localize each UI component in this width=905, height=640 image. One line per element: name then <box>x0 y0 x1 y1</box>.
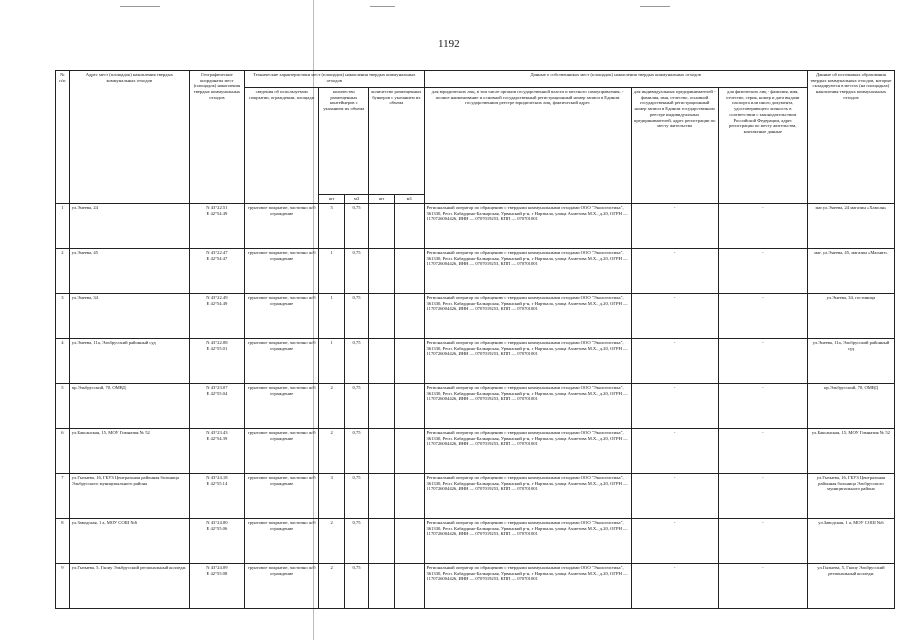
row-owner-legal: Региональный оператор по обращению с твердыми коммунальными отходами ООО "Экологистика", 361330, Респ. Кабардино-Балкарская, Урванский р-н, г Нарткала, улица Ахметова М.Х., д.20, ОГРН — 1170726004426, ИНН — 0707019253, КПП — 070701001 <box>424 474 631 519</box>
row-owner-legal: Региональный оператор по обращению с твердыми коммунальными отходами ООО "Экологистика", 361330, Респ. Кабардино-Балкарская, Урванский р-н, г Нарткала, улица Ахметова М.Х., д.20, ОГРН — 1170726004426, ИНН — 0707019253, КПП — 070701001 <box>424 294 631 339</box>
row-container-volume: 0,75 <box>344 384 368 429</box>
row-source: ул.Энеева, 34, гостиница <box>807 294 894 339</box>
row-container-qty: 5 <box>319 204 344 249</box>
header-owner-legal: для юридических лиц, в том числе органов государственной власти и местного самоуправления, - полное наименование и основной государственный регистрационный номер записи в Едином государственном реестре юридических лиц, фактический адрес <box>424 88 631 204</box>
table-row <box>56 474 895 519</box>
row-number: 5 <box>56 384 70 429</box>
row-container-volume: 0,75 <box>344 339 368 384</box>
row-source: ул.Гызыева, 5, Гкоиу Эльбрусский региональный колледж <box>807 564 894 609</box>
row-coords: N 43°23.43 E 42°54.39 <box>189 429 244 474</box>
header-owner: Данные о собственниках мест (площадок) накопления твердых коммунальных отходов <box>424 71 807 88</box>
row-container-volume: 0,75 <box>344 429 368 474</box>
row-number: 8 <box>56 519 70 564</box>
row-owner-legal: Региональный оператор по обращению с твердыми коммунальными отходами ООО "Экологистика", 361330, Респ. Кабардино-Балкарская, Урванский р-н, г Нарткала, улица Ахметова М.Х., д.20, ОГРН — 1170726004426, ИНН — 0707019253, КПП — 070701001 <box>424 204 631 249</box>
row-owner-ip: - <box>631 384 718 429</box>
row-address: ул.Энеева, 11а, Эльбрусский районный суд <box>69 339 189 384</box>
row-container-qty: 1 <box>319 294 344 339</box>
row-source: пр.Эльбрусский, 70, ОМВД <box>807 384 894 429</box>
row-address: ул.Энеева, 45 <box>69 249 189 294</box>
row-bunker-qty <box>369 339 394 384</box>
row-source: ул.Заводская, 1 а, МОУ СОШ №6 <box>807 519 894 564</box>
row-bunker-volume <box>394 519 424 564</box>
row-owner-ip: - <box>631 429 718 474</box>
row-address: ул.Энеева, 24 <box>69 204 189 249</box>
row-bunker-volume <box>394 204 424 249</box>
row-address: ул.Баксанская, 15, МОУ Гимназия № 52 <box>69 429 189 474</box>
row-address: ул.Гызыева, 5, Гкоиу Эльбрусский региональный колледж <box>69 564 189 609</box>
row-cover: грунтовое покрытие, частично ж/б ограждение <box>245 339 319 384</box>
row-coords: N 43°24.18 E 42°55.14 <box>189 474 244 519</box>
row-owner-ip: - <box>631 519 718 564</box>
row-source: ул.Гызыева, 16, ГБУЗ Центральная районная больница Эльбрусского муниципального района <box>807 474 894 519</box>
row-container-qty: 3 <box>319 474 344 519</box>
header-address: Адрес мест (площадок) накопления твердых коммунальных отходов <box>69 71 189 204</box>
header-owner-ip: для индивидуальных предпринимателей - фамилия, имя, отчество, основной государственный регистрационный номер записи в Едином государственном реестре индивидуальных предпринимателей, адрес регистрации по месту жительства <box>631 88 718 204</box>
row-bunker-volume <box>394 429 424 474</box>
row-container-qty: 2 <box>319 429 344 474</box>
row-cover: грунтовое покрытие, частично ж/б ограждение <box>245 204 319 249</box>
row-address: пр.Эльбрусский, 70, ОМВД <box>69 384 189 429</box>
row-source: маг. ул.Энеева, 45, магазин «Магнит» <box>807 249 894 294</box>
row-container-volume: 0,75 <box>344 519 368 564</box>
row-owner-ip: - <box>631 564 718 609</box>
table-row <box>56 204 895 249</box>
row-owner-legal: Региональный оператор по обращению с твердыми коммунальными отходами ООО "Экологистика", 361330, Респ. Кабардино-Балкарская, Урванский р-н, г Нарткала, улица Ахметова М.Х., д.20, ОГРН — 1170726004426, ИНН — 0707019253, КПП — 070701001 <box>424 249 631 294</box>
row-number: 3 <box>56 294 70 339</box>
row-number: 4 <box>56 339 70 384</box>
table-row <box>56 339 895 384</box>
row-owner-legal: Региональный оператор по обращению с твердыми коммунальными отходами ООО "Экологистика", 361330, Респ. Кабардино-Балкарская, Урванский р-н, г Нарткала, улица Ахметова М.Х., д.20, ОГРН — 1170726004426, ИНН — 0707019253, КПП — 070701001 <box>424 339 631 384</box>
scan-artifact <box>370 6 395 7</box>
scan-artifact <box>120 6 160 7</box>
row-container-volume: 0,75 <box>344 204 368 249</box>
row-bunker-volume <box>394 384 424 429</box>
row-owner-legal: Региональный оператор по обращению с твердыми коммунальными отходами ООО "Экологистика", 361330, Респ. Кабардино-Балкарская, Урванский р-н, г Нарткала, улица Ахметова М.Х., д.20, ОГРН — 1170726004426, ИНН — 0707019253, КПП — 070701001 <box>424 429 631 474</box>
table-row <box>56 384 895 429</box>
row-bunker-qty <box>369 519 394 564</box>
row-owner-person: - <box>718 294 807 339</box>
row-number: 6 <box>56 429 70 474</box>
register-table <box>55 70 895 609</box>
row-coords: N 43°22.51 E 42°54.49 <box>189 204 244 249</box>
row-container-volume: 0,75 <box>344 294 368 339</box>
header-tech: Технические характеристики мест (площадок) накопления твердых коммунальных отходов <box>245 71 425 88</box>
row-number: 1 <box>56 204 70 249</box>
row-source: ул.Баксанская, 15, МОУ Гимназия № 52 <box>807 429 894 474</box>
row-cover: грунтовое покрытие, частично ж/б ограждение <box>245 474 319 519</box>
header-tech-bunkers: количество размещенных бункеров с указанием их объема <box>369 88 424 195</box>
row-owner-ip: - <box>631 204 718 249</box>
row-container-qty: 2 <box>319 519 344 564</box>
row-bunker-qty <box>369 474 394 519</box>
row-container-qty: 1 <box>319 339 344 384</box>
row-owner-legal: Региональный оператор по обращению с твердыми коммунальными отходами ООО "Экологистика", 361330, Респ. Кабардино-Балкарская, Урванский р-н, г Нарткала, улица Ахметова М.Х., д.20, ОГРН — 1170726004426, ИНН — 0707019253, КПП — 070701001 <box>424 564 631 609</box>
header-unit-pcs: шт <box>319 195 344 204</box>
row-cover: грунтовое покрытие, частично ж/б ограждение <box>245 384 319 429</box>
row-number: 9 <box>56 564 70 609</box>
row-container-volume: 0,75 <box>344 474 368 519</box>
row-source: маг.ул.Энеева, 24 магазин «Хамсан» <box>807 204 894 249</box>
row-bunker-volume <box>394 249 424 294</box>
row-cover: грунтовое покрытие, частично ж/б ограждение <box>245 519 319 564</box>
header-tech-cover: сведения об используемом покрытии, ограждении, площади <box>245 88 319 204</box>
row-bunker-qty <box>369 564 394 609</box>
row-number: 7 <box>56 474 70 519</box>
row-source: ул.Энеева, 11а, Эльбрусский районный суд <box>807 339 894 384</box>
table-row <box>56 429 895 474</box>
row-bunker-volume <box>394 474 424 519</box>
header-num: № п/п <box>56 71 70 204</box>
row-coords: N 43°22.49 E 42°54.49 <box>189 294 244 339</box>
row-container-volume: 0,75 <box>344 249 368 294</box>
header-sources: Данные об источниках образования твердых коммунальных отходов, которые складируются в местах (на площадках) накопления твердых коммунальных отходов <box>807 71 894 204</box>
row-address: ул.Энеева, 34 <box>69 294 189 339</box>
row-owner-person: - <box>718 519 807 564</box>
row-cover: грунтовое покрытие, частично ж/б ограждение <box>245 294 319 339</box>
row-owner-ip: - <box>631 339 718 384</box>
row-bunker-qty <box>369 384 394 429</box>
row-owner-person: - <box>718 564 807 609</box>
row-owner-person: - <box>718 204 807 249</box>
row-owner-person: - <box>718 384 807 429</box>
row-owner-legal: Региональный оператор по обращению с твердыми коммунальными отходами ООО "Экологистика", 361330, Респ. Кабардино-Балкарская, Урванский р-н, г Нарткала, улица Ахметова М.Х., д.20, ОГРН — 1170726004426, ИНН — 0707019253, КПП — 070701001 <box>424 384 631 429</box>
row-owner-person: - <box>718 339 807 384</box>
header-unit-m3: м3 <box>344 195 368 204</box>
row-coords: N 43°24.00 E 42°55.06 <box>189 519 244 564</box>
row-coords: N 43°22.08 E 42°55.01 <box>189 339 244 384</box>
header-unit-pcs: шт <box>369 195 394 204</box>
row-coords: N 43°24.09 E 42°55.08 <box>189 564 244 609</box>
row-cover: грунтовое покрытие, частично ж/б ограждение <box>245 564 319 609</box>
row-bunker-qty <box>369 294 394 339</box>
row-owner-ip: - <box>631 294 718 339</box>
table-row <box>56 519 895 564</box>
header-coords: Географические координаты мест (площадок) накопления твердых коммунальных отходов <box>189 71 244 204</box>
row-owner-ip: - <box>631 249 718 294</box>
row-coords: N 43°23.07 E 42°55.04 <box>189 384 244 429</box>
row-bunker-qty <box>369 249 394 294</box>
scan-artifact <box>640 6 670 7</box>
page-number: 1192 <box>438 38 460 50</box>
row-owner-legal: Региональный оператор по обращению с твердыми коммунальными отходами ООО "Экологистика", 361330, Респ. Кабардино-Балкарская, Урванский р-н, г Нарткала, улица Ахметова М.Х., д.20, ОГРН — 1170726004426, ИНН — 0707019253, КПП — 070701001 <box>424 519 631 564</box>
row-owner-person: - <box>718 249 807 294</box>
header-unit-m3: м3 <box>394 195 424 204</box>
header-owner-person: для физических лиц - фамилия, имя, отчество, серия, номер и дата выдачи паспорта или иного документа, удостоверяющего личность в соответствии с законодательством Российской Федерации, адрес регистрации по месту жительства, контактные данные <box>718 88 807 204</box>
row-cover: грунтовое покрытие, частично ж/б ограждение <box>245 429 319 474</box>
table-row <box>56 294 895 339</box>
table-row <box>56 249 895 294</box>
row-number: 2 <box>56 249 70 294</box>
row-owner-person: - <box>718 429 807 474</box>
row-container-volume: 0,75 <box>344 564 368 609</box>
table-row <box>56 564 895 609</box>
row-owner-person: - <box>718 474 807 519</box>
row-container-qty: 2 <box>319 564 344 609</box>
row-container-qty: 2 <box>319 384 344 429</box>
row-bunker-qty <box>369 429 394 474</box>
row-address: ул.Заводская, 1 а, МОУ СОШ №6 <box>69 519 189 564</box>
row-bunker-qty <box>369 204 394 249</box>
row-coords: N 43°22.47 E 42°54.47 <box>189 249 244 294</box>
row-owner-ip: - <box>631 474 718 519</box>
header-tech-containers: количество размещенных контейнеров с указанием их объема <box>319 88 369 195</box>
row-bunker-volume <box>394 294 424 339</box>
row-container-qty: 1 <box>319 249 344 294</box>
row-bunker-volume <box>394 564 424 609</box>
row-cover: грунтовое покрытие, частично ж/б ограждение <box>245 249 319 294</box>
row-bunker-volume <box>394 339 424 384</box>
row-address: ул.Гызыева, 16, ГБУЗ Центральная районная больница Эльбрусского муниципального района <box>69 474 189 519</box>
